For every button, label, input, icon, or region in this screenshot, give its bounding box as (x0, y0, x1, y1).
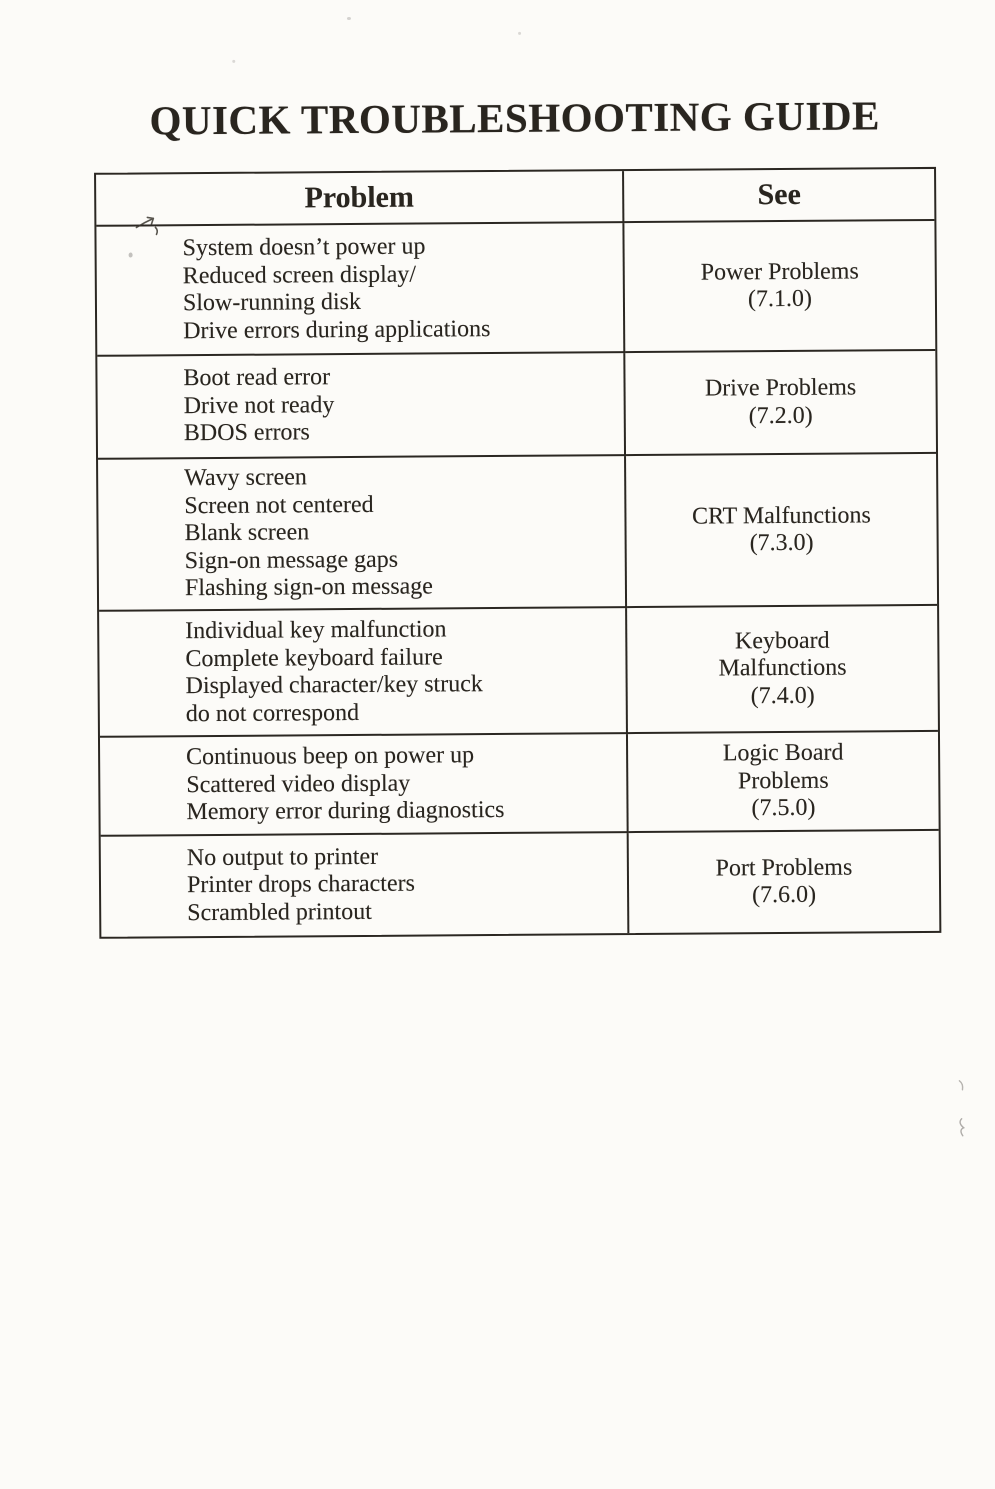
troubleshooting-table (94, 167, 941, 939)
see-cell: CRT Malfunctions (7.3.0) (626, 454, 937, 608)
see-cell: Keyboard Malfunctions (7.4.0) (627, 606, 938, 734)
see-cell: Logic Board Problems (7.5.0) (628, 732, 939, 833)
column-header-see: See (624, 169, 934, 223)
problem-cell: Boot read error Drive not ready BDOS errors (97, 353, 626, 460)
page-title: QUICK TROUBLESHOOTING GUIDE (149, 92, 881, 144)
right-edge-scan-mark (951, 1079, 971, 1139)
scan-speck (347, 17, 351, 20)
problem-cell: Continuous beep on power up Scattered video display Memory error during diagnostics (100, 734, 629, 837)
scan-speck (232, 60, 235, 63)
scan-speck (518, 32, 521, 35)
problem-cell: Wavy screen Screen not centered Blank screen Sign-on message gaps Flashing sign-on message (98, 456, 627, 612)
see-cell: Port Problems (7.6.0) (715, 854, 853, 909)
see-cell: Power Problems (7.1.0) (624, 221, 935, 353)
see-cell: Drive Problems (7.2.0) (625, 351, 936, 456)
problem-cell: No output to printer Printer drops characters Scrambled printout (101, 833, 630, 937)
column-header-problem: Problem (96, 171, 624, 227)
problem-cell: Individual key malfunction Complete keyboard failure Displayed character/key struck do not correspond (99, 608, 628, 738)
problem-cell: System doesn’t power up Reduced screen display/ Slow-running disk Drive errors during applications (96, 223, 625, 357)
